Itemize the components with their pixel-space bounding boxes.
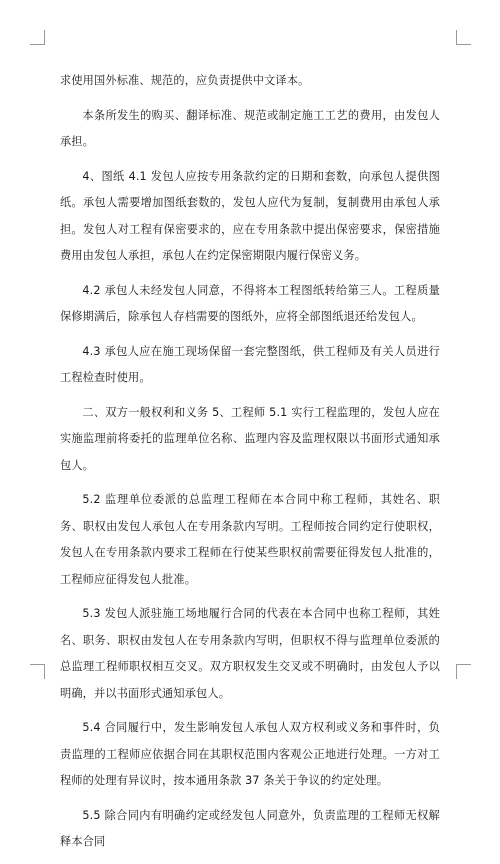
paragraph-2: 本条所发生的购买、翻译标准、规范或制定施工工艺的费用，由发包人承担。 [60, 108, 440, 148]
paragraph-4: 4.2 承包人未经发包人同意，不得将本工程图纸转给第三人。工程质量保修期满后，除承包人存档需要的图纸外，应将全部图纸退还给发包人。 [60, 283, 440, 323]
crop-mark-top-left [30, 30, 45, 45]
paragraph-10: 5.5 除合同内有明确约定或经发包人同意外，负责监理的工程师无权解释本合同 [60, 808, 440, 848]
paragraph-6: 二、双方一般权利和义务 5、工程师 5.1 实行工程监理的，发包人应在实施监理前将委托的监理单位名称、监理内容及监理权限以书面形式通知承包人。 [60, 405, 440, 472]
paragraph-3: 4、图纸 4.1 发包人应按专用条款约定的日期和套数，向承包人提供图纸。承包人需要增加图纸套数的，发包人应代为复制，复制费用由承包人承担。发包人对工程有保密要求的，应在专用条款中提出保密要求，保密措施费用由发包人承担，承包人在约定保密期限内履行保密义务。 [60, 169, 440, 262]
crop-mark-bottom-left [30, 664, 45, 679]
crop-mark-bottom-right [456, 664, 471, 679]
paragraph-8: 5.3 发包人派驻施工场地履行合同的代表在本合同中也称工程师，其姓名、职务、职权由发包人在专用条款内写明，但职权不得与监理单位委派的总监理工程师职权相互交叉。双方职权发生交叉或不明确时，由发包人予以明确，并以书面形式通知承包人。 [60, 607, 440, 700]
paragraph-9: 5.4 合同履行中，发生影响发包人承包人双方权利或义务和事件时，负责监理的工程师应依据合同在其职权范围内客观公正地进行处理。一方对工程师的处理有异议时，按本通用条款 37 条关于争议的约定处理。 [60, 721, 440, 787]
crop-mark-top-right [456, 30, 471, 45]
paragraph-1: 求使用国外标准、规范的，应负责提供中文译本。 [60, 74, 310, 87]
paragraph-7: 5.2 监理单位委派的总监理工程师在本合同中称工程师，其姓名、职务、职权由发包人承包人在专用条款内写明。工程师按合同约定行使职权，发包人在专用条款内要求工程师在行使某些职权前需要征得发包人批准的，工程师应征得发包人批准。 [60, 493, 440, 586]
paragraph-5: 4.3 承包人应在施工现场保留一套完整图纸，供工程师及有关人员进行工程检查时使用。 [60, 344, 440, 384]
document-body [60, 68, 440, 864]
